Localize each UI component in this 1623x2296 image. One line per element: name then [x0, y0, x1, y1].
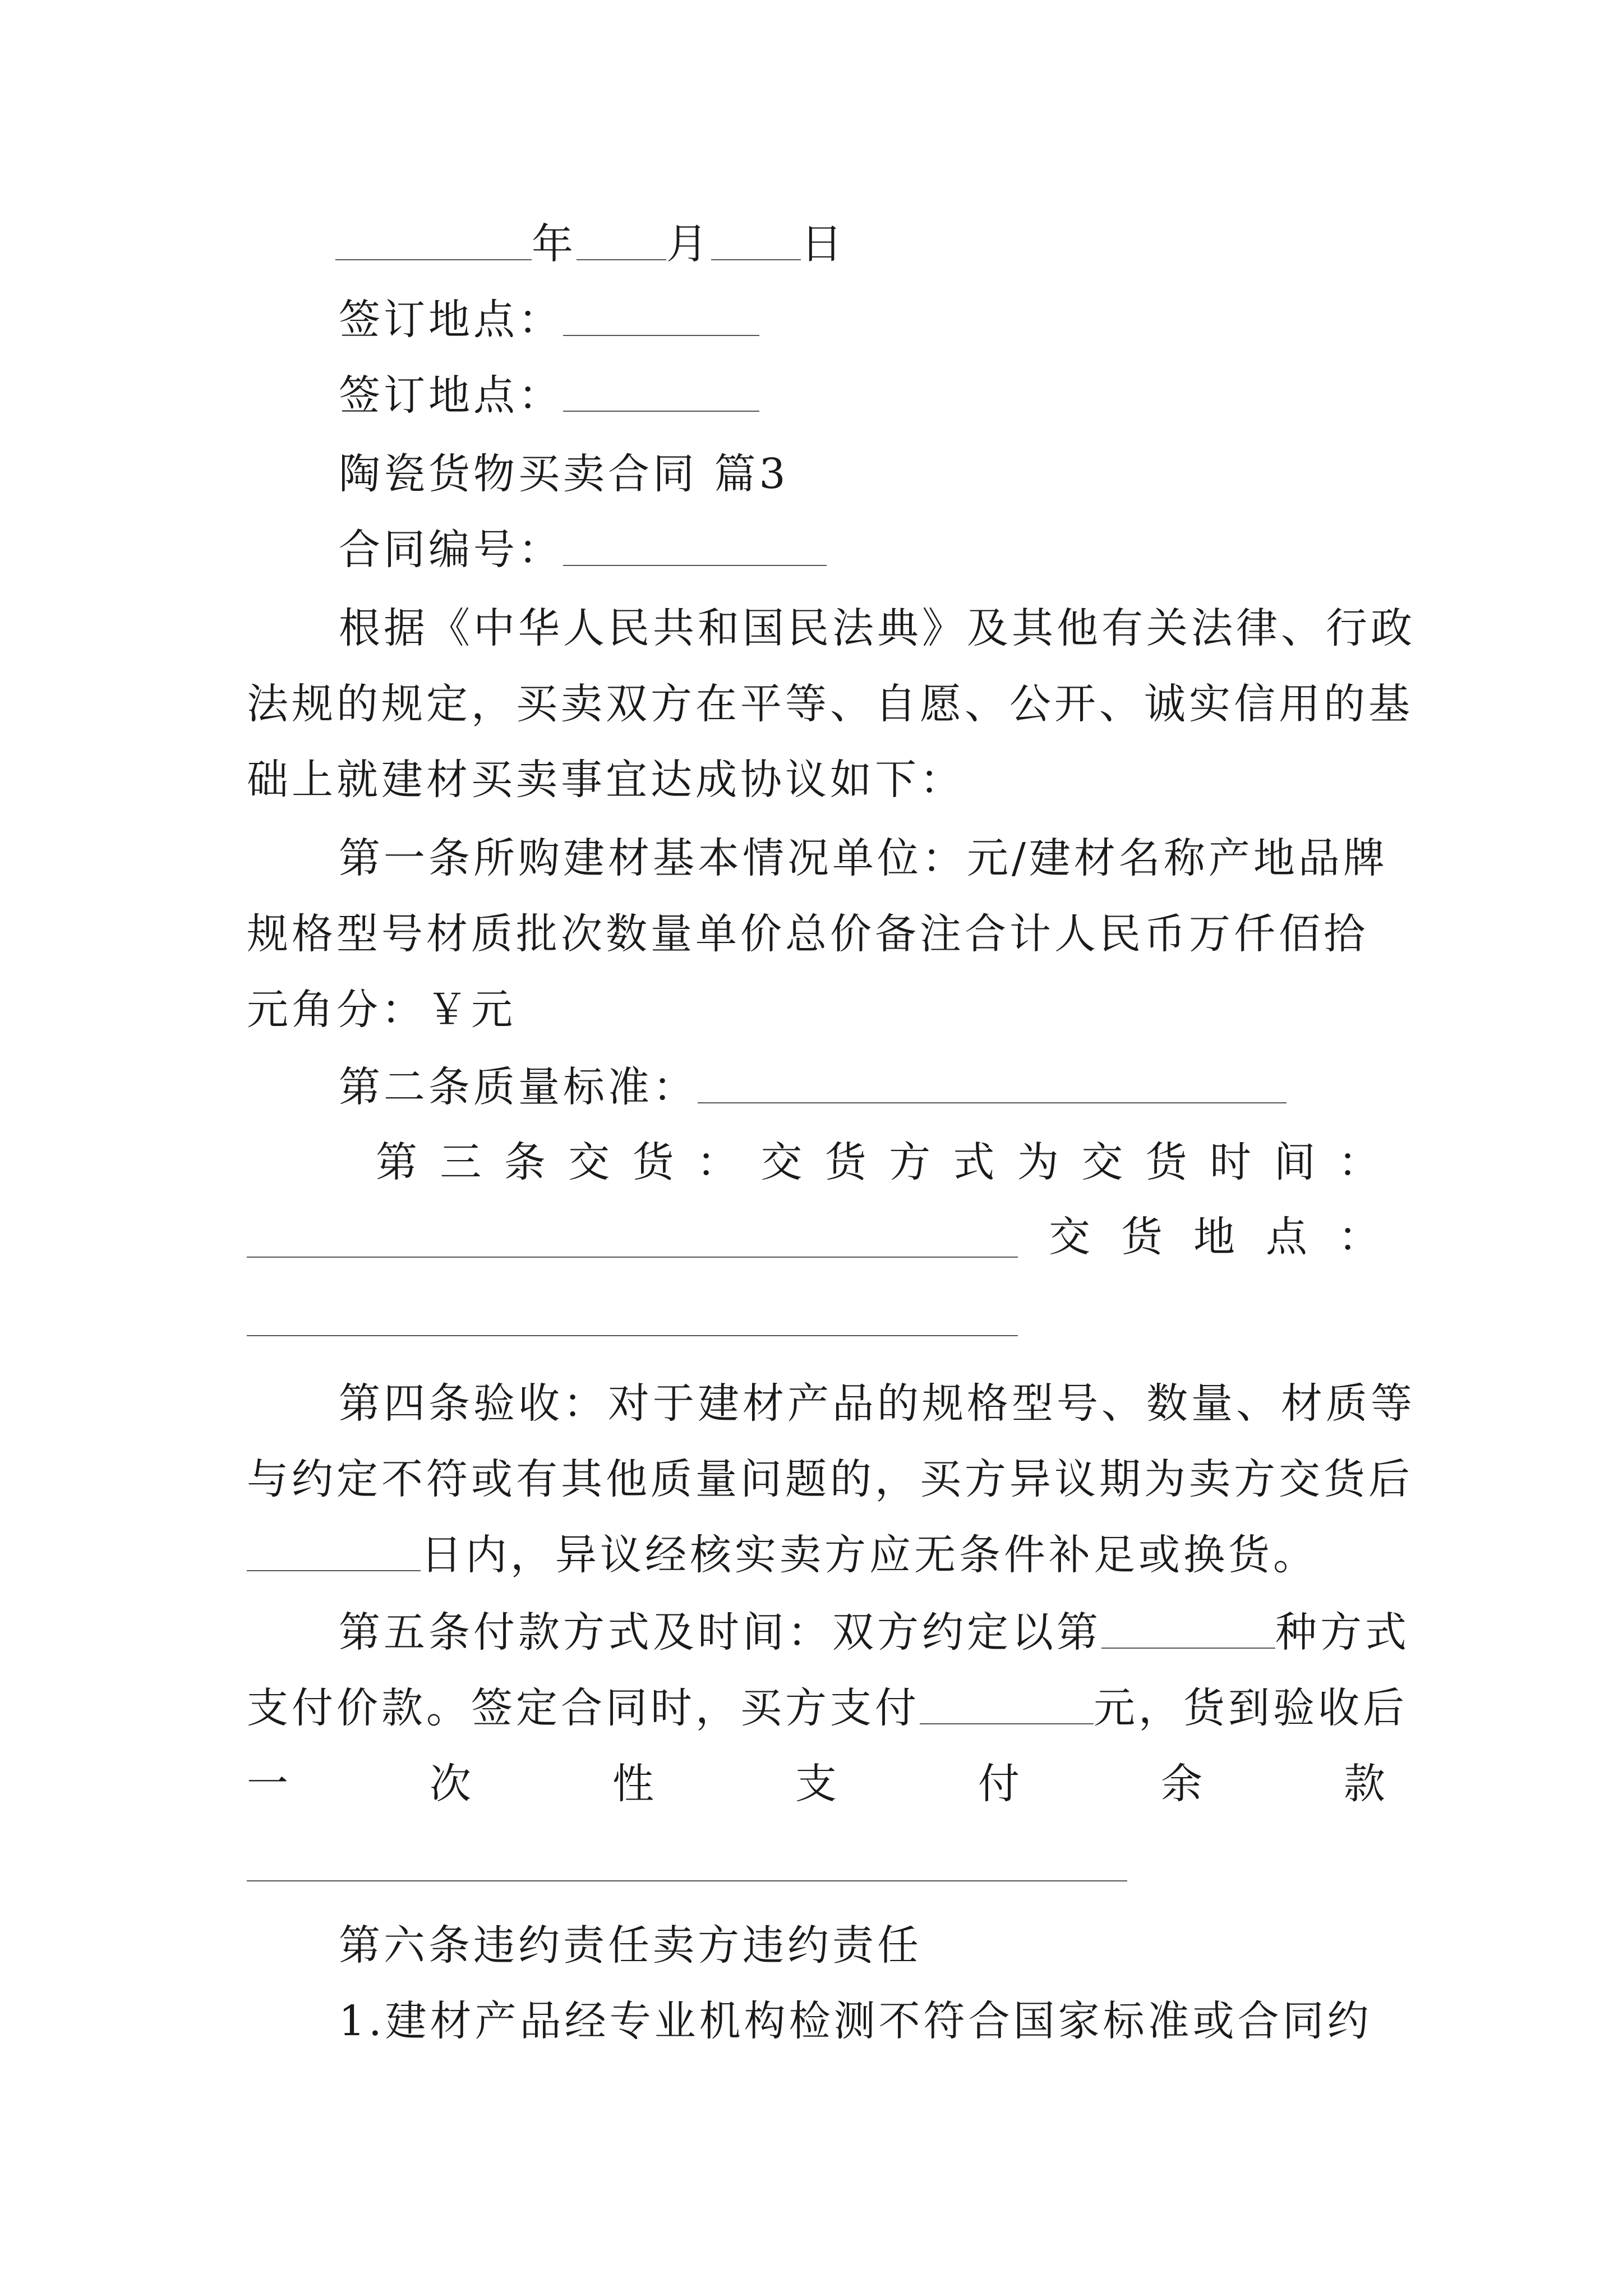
article-3-char: 交: [1081, 1138, 1123, 1186]
article-3-line-2: [1049, 1209, 1380, 1265]
article-5-char: 次: [430, 1760, 471, 1808]
article-5-char: 支: [795, 1760, 837, 1808]
article-4-line-2: 与约定不符或有其他质量问题的，买方异议期为卖方交货后: [247, 1455, 1413, 1503]
payment-text: 支付价款。签定合同时，买方支付: [247, 1684, 920, 1732]
article-5-char: 性: [612, 1760, 654, 1808]
objection-days-blank: [247, 1531, 421, 1571]
payment-text: 种方式: [1275, 1608, 1410, 1657]
article-3-char: 地: [1193, 1213, 1235, 1261]
article-6-title: 第六条违约责任卖方违约责任: [339, 1921, 922, 1970]
article-5-line-3: [247, 1756, 1385, 1812]
delivery-place-blank: [247, 1335, 1018, 1336]
signing-place-2: [247, 367, 1483, 424]
article-3-char: 间: [1274, 1138, 1316, 1186]
article-3-char: 交: [760, 1138, 803, 1186]
article-3-char: ：: [1338, 1213, 1380, 1261]
intro-line-3: 础上就建材买卖事宜达成协议如下：: [247, 756, 965, 804]
day-blank: [711, 220, 801, 260]
signing-place-label: 签订地点：: [339, 371, 563, 420]
article-3-char: ：: [696, 1138, 738, 1186]
balance-blank: [247, 1880, 1127, 1881]
article-3-char: 式: [953, 1138, 995, 1186]
article-3-char: 三: [440, 1138, 482, 1186]
article-3-line-1: [376, 1134, 1380, 1190]
payment-text: 元，货到验收后: [1094, 1684, 1408, 1732]
article-3-char: 货: [632, 1138, 674, 1186]
article-6-item-1: 1.建材产品经专业机构检测不符合国家标准或合同约: [339, 1997, 1372, 2045]
quality-standard-label: 第二条质量标准：: [339, 1063, 698, 1111]
year-blank: [335, 220, 532, 260]
article-5-line-1: [247, 1604, 1483, 1660]
day-label: 日: [801, 220, 846, 268]
article-3-char: 点: [1266, 1213, 1307, 1261]
article-3-char: 时: [1210, 1138, 1252, 1186]
article-3-char: 第: [376, 1138, 417, 1186]
contract-number: [247, 522, 1483, 578]
quality-standard-blank: [698, 1063, 1287, 1103]
article-2: [247, 1059, 1483, 1115]
article-4-line-3: [247, 1527, 1391, 1583]
signing-place-blank: [563, 296, 759, 336]
date-line: [335, 216, 1479, 272]
article-1-line-2: 规格型号材质批次数量单价总价备注合计人民币万仟佰拾: [247, 910, 1368, 958]
signing-place-blank: [563, 371, 759, 412]
article-3-char: 为: [1017, 1138, 1059, 1186]
intro-line-2: 法规的规定，买卖双方在平等、自愿、公开、诚实信用的基: [247, 680, 1413, 728]
article-1-line-1: 第一条所购建材基本情况单位：元/建材名称产地品牌: [339, 834, 1388, 882]
contract-number-blank: [563, 526, 827, 566]
article-4-line-1: 第四条验收：对于建材产品的规格型号、数量、材质等: [339, 1379, 1415, 1428]
payment-method-blank: [1101, 1608, 1275, 1649]
intro-line-1: 根据《中华人民共和国民法典》及其他有关法律、行政: [339, 604, 1415, 652]
article-5-line-2: [247, 1680, 1408, 1736]
payment-text: 第五条付款方式及时间：双方约定以第: [339, 1608, 1101, 1657]
article-3-char: ：: [1338, 1138, 1380, 1186]
article-3-char: 交: [568, 1138, 610, 1186]
delivery-time-blank: [247, 1257, 1018, 1258]
article-5-char: 款: [1344, 1760, 1385, 1808]
article-3-char: 方: [889, 1138, 931, 1186]
article-5-char: 余: [1161, 1760, 1202, 1808]
contract-number-label: 合同编号：: [339, 526, 563, 574]
month-blank: [577, 220, 666, 260]
article-3-char: 条: [504, 1138, 546, 1186]
year-label: 年: [532, 220, 577, 268]
article-3-char: 货: [824, 1138, 866, 1186]
deposit-amount-blank: [920, 1684, 1094, 1724]
article-3-char: 交: [1049, 1213, 1090, 1261]
article-3-char: 货: [1145, 1138, 1187, 1186]
month-label: 月: [666, 220, 711, 268]
article-4-text: 日内，异议经核实卖方应无条件补足或换货。: [421, 1531, 1318, 1579]
signing-place-1: [247, 292, 1483, 348]
article-5-char: 付: [978, 1760, 1020, 1808]
article-3-char: 货: [1121, 1213, 1163, 1261]
article-5-char: 一: [247, 1760, 288, 1808]
section-title: 陶瓷货物买卖合同 篇3: [339, 450, 789, 498]
article-1-line-3: 元角分：￥元: [247, 986, 516, 1034]
signing-place-label: 签订地点：: [339, 296, 563, 344]
